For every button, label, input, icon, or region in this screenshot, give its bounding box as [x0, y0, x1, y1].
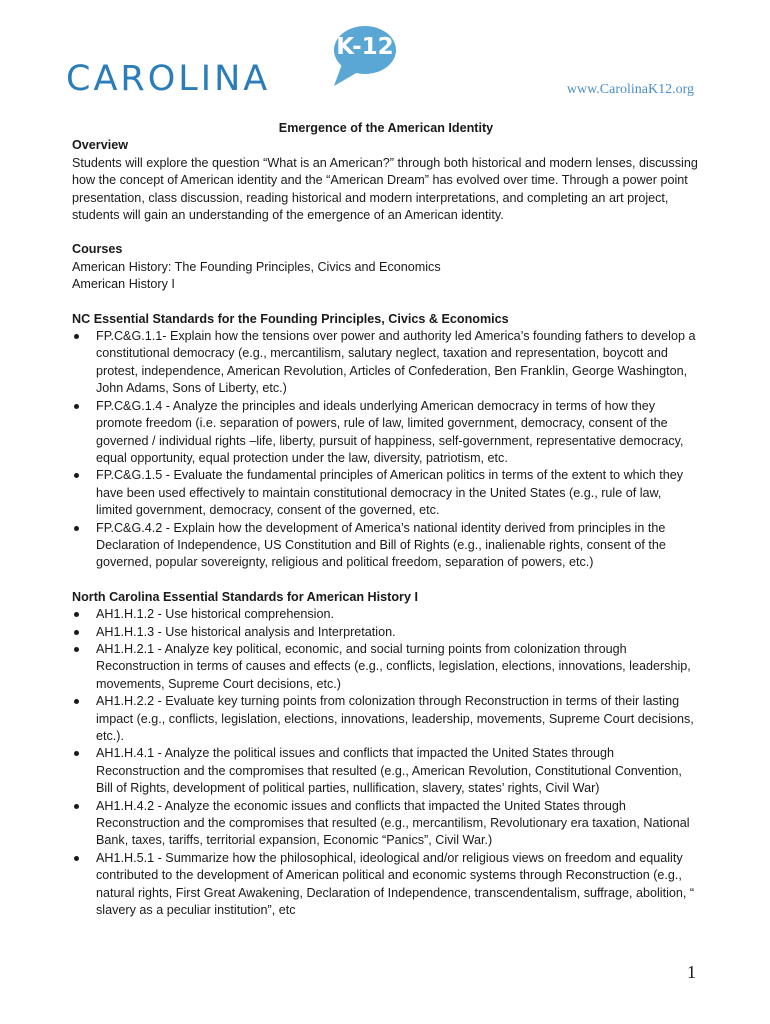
- document-title: Emergence of the American Identity: [278, 121, 494, 135]
- list-item: FP.C&G.4.2 - Explain how the development of America’s national identity derived from principles in the Declaration of Independence, US Constitution and Bill of Rights (e.g., inalienable rights, consent of the governed, popular sovereignty, religious and political freedom, separation of powers, etc.): [72, 520, 700, 572]
- overview-text: Students will explore the question “What is an American?” through both historical and modern lenses, discussing how the concept of American identity and the “American Dream” has evolved over time. Through a power point presentation, class discussion, reading historical and modern interpretations, and completing an art project, students will gain an understanding of the emergence of an American identity.: [72, 155, 698, 223]
- courses-heading: Courses: [72, 242, 123, 257]
- list-item: FP.C&G.1.4 - Analyze the principles and ideals underlying American democracy in terms of how they promote freedom (i.e. separation of powers, rule of law, limited government, democracy, consent of the governed / individual rights –life, liberty, pursuit of happiness, self-government, representative democracy, equal opportunity, equal protection under the law, diversity, patriotism, etc.: [72, 398, 700, 468]
- carolina-k12-logo: [66, 24, 394, 104]
- ah-standards-heading: North Carolina Essential Standards for American History I: [72, 589, 418, 604]
- nc-standards-list: [72, 328, 700, 572]
- list-item: AH1.H.4.2 - Analyze the economic issues and conflicts that impacted the United States through Reconstruction and the compromises that resulted (e.g., mercantilism, Revolutionary era taxation, National Bank, taxes, tariffs, territorial expansion, Economic “Panics”, Civil War.): [72, 798, 700, 850]
- list-item: AH1.H.2.2 - Evaluate key turning points from colonization through Reconstruction in terms of their lasting impact (e.g., conflicts, legislation, elections, innovations, leadership, movements, Supreme Court decisions, etc.).: [72, 693, 700, 745]
- list-item: FP.C&G.1.1- Explain how the tensions over power and authority led America’s founding fathers to develop a constitutional democracy (e.g., mercantilism, salutary neglect, taxation and representation, boycott and protest, independence, American Revolution, Articles of Confederation, Ben Franklin, George Washington, John Adams, Sons of Liberty, etc.): [72, 328, 700, 398]
- list-item: FP.C&G.1.5 - Evaluate the fundamental principles of American politics in terms of the extent to which they have been used effectively to maintain constitutional democracy in the United States (e.g., rule of law, limited government, democracy, consent of the governed, etc.: [72, 467, 700, 519]
- page-number: 1: [687, 962, 696, 982]
- site-url[interactable]: www.CarolinaK12.org: [566, 82, 694, 97]
- list-item: AH1.H.1.3 - Use historical analysis and Interpretation.: [72, 624, 700, 641]
- ah-standards-list: [72, 606, 700, 919]
- nc-standards-heading: NC Essential Standards for the Founding Principles, Civics & Economics: [72, 311, 509, 326]
- course-item: American History: The Founding Principles, Civics and Economics: [72, 259, 441, 274]
- list-item: AH1.H.5.1 - Summarize how the philosophical, ideological and/or religious views on freedom and equality contributed to the development of American political and economic systems through Reconstruction (e.g., natural rights, First Great Awakening, Declaration of Independence, transcendentalism, suffrage, abolition, “ slavery as a peculiar institution”, etc: [72, 850, 700, 920]
- overview-heading: Overview: [72, 138, 129, 153]
- logo-wordmark: CAROLINA: [66, 59, 271, 99]
- list-item: AH1.H.1.2 - Use historical comprehension.: [72, 606, 700, 623]
- list-item: AH1.H.4.1 - Analyze the political issues and conflicts that impacted the United States through Reconstruction and the compromises that resulted (e.g., American Revolution, Constitutional Convention, Bill of Rights, development of political parties, nullification, slavery, states’ rights, Civil War): [72, 745, 700, 797]
- logo-badge-text: K-12: [336, 34, 394, 60]
- course-item: American History I: [72, 277, 175, 292]
- list-item: AH1.H.2.1 - Analyze key political, economic, and social turning points from colonization through Reconstruction in terms of causes and effects (e.g., conflicts, legislation, elections, innovations, leadership, movements, Supreme Court decisions, etc.): [72, 641, 700, 693]
- document-body: [72, 120, 700, 919]
